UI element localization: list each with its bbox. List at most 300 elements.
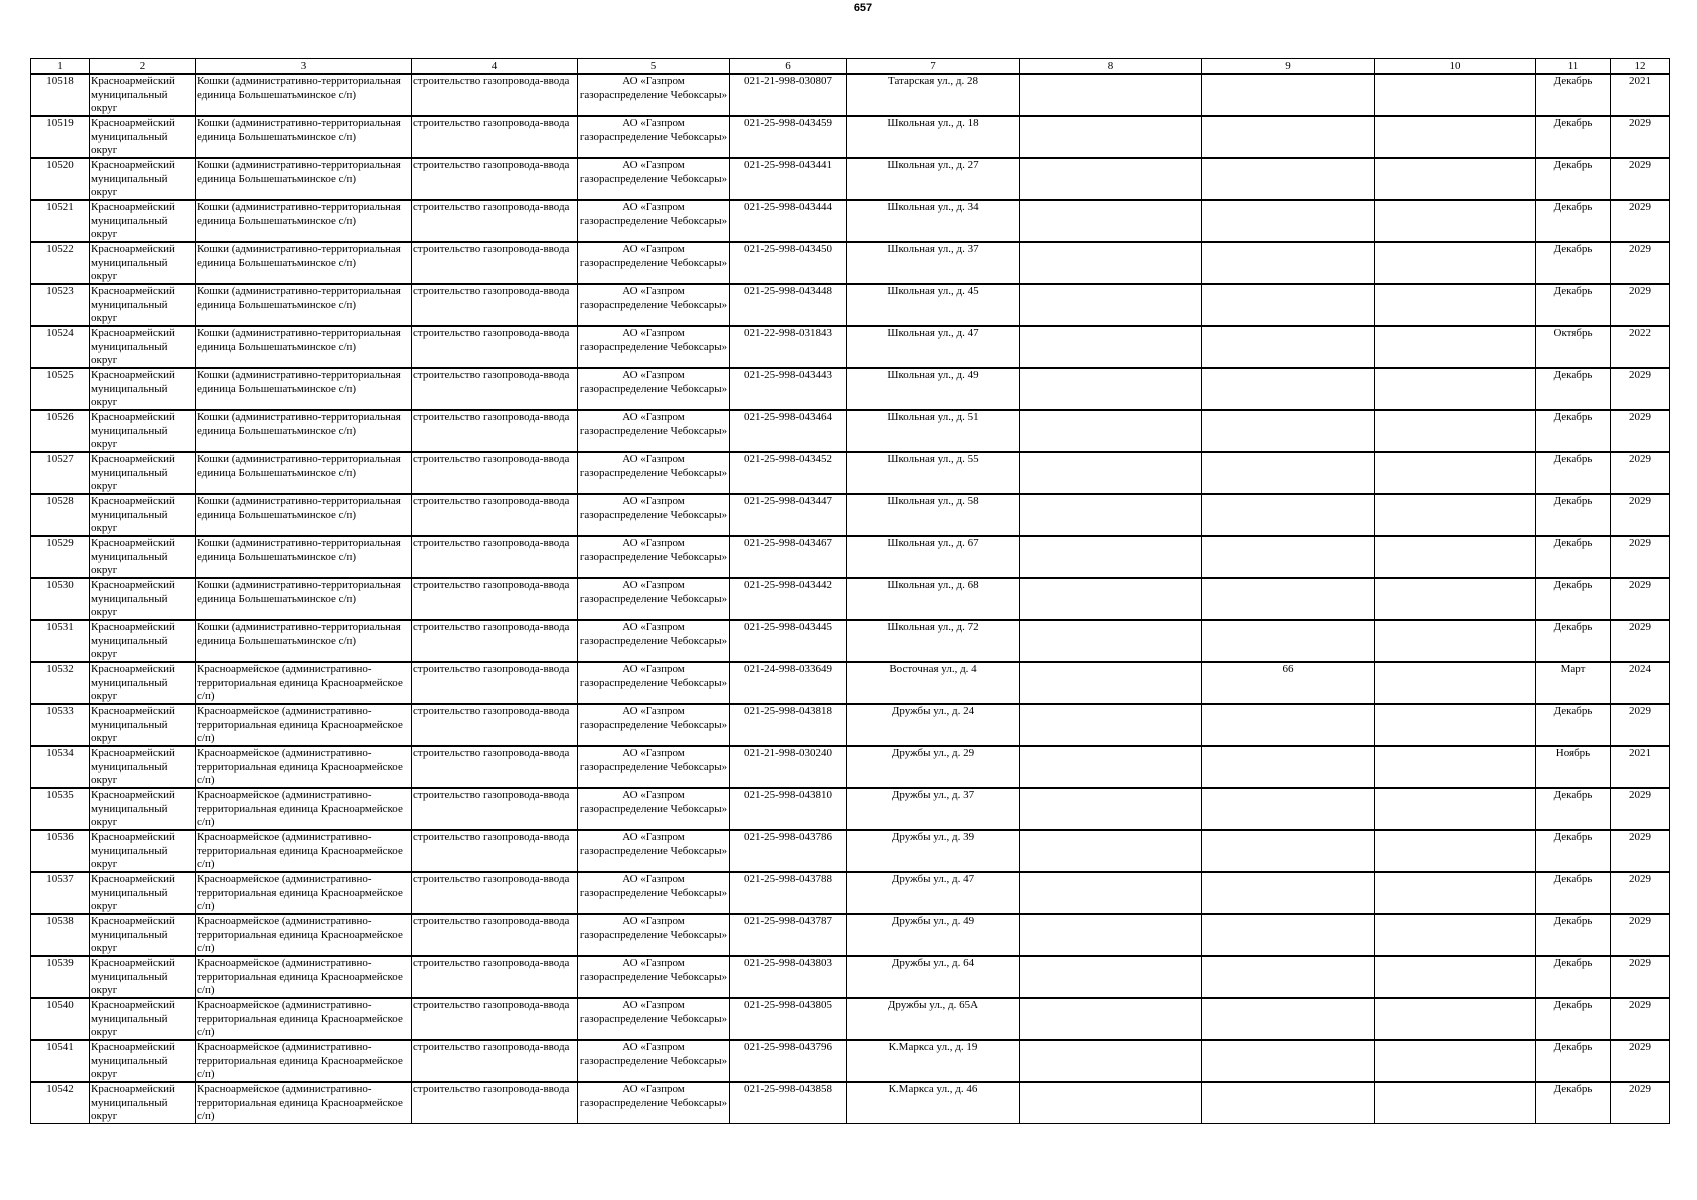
cell-text: Декабрь	[1553, 537, 1593, 549]
cell-text: Дружбы ул., д. 65А	[887, 999, 979, 1011]
cell-address	[847, 578, 1020, 620]
cell-month	[1536, 536, 1611, 578]
cell-month	[1536, 662, 1611, 704]
cell-col-8	[1020, 536, 1202, 578]
cell-year	[1611, 158, 1670, 200]
cell-col-9	[1202, 998, 1375, 1040]
table-row	[31, 830, 1670, 872]
cell-text: Дружбы ул., д. 47	[891, 873, 975, 885]
cell-text: Красноармейский муниципальный округ	[91, 327, 175, 366]
cell-organization	[578, 494, 730, 536]
table-row	[31, 326, 1670, 368]
cell-text: Декабрь	[1553, 1083, 1593, 1095]
cell-text: 021-25-998-043796	[744, 1041, 832, 1053]
cell-organization	[578, 368, 730, 410]
cell-year	[1611, 74, 1670, 116]
cell-col-9	[1202, 1040, 1375, 1082]
cell-district	[90, 872, 196, 914]
cell-settlement	[196, 452, 412, 494]
cell-settlement	[196, 200, 412, 242]
cell-district	[90, 914, 196, 956]
cell-text: Красноармейский муниципальный округ	[91, 75, 175, 114]
cell-text	[1021, 747, 1200, 787]
cell-text: 10536	[46, 831, 74, 843]
cell-text: 021-25-998-043445	[744, 621, 832, 633]
cell-text: Дружбы ул., д. 37	[891, 789, 975, 801]
cell-text	[1376, 747, 1534, 787]
cell-text	[1021, 831, 1200, 871]
cell-year	[1611, 830, 1670, 872]
cell-district	[90, 410, 196, 452]
cell-settlement	[196, 872, 412, 914]
cell-text	[1376, 663, 1534, 703]
cell-address	[847, 956, 1020, 998]
cell-text: строительство газопровода-ввода	[413, 747, 570, 759]
cell-work-type	[412, 704, 578, 746]
cell-text: 2029	[1629, 201, 1651, 213]
cell-col-10	[1375, 452, 1536, 494]
cell-year	[1611, 452, 1670, 494]
cell-text: 66	[1282, 663, 1294, 675]
cell-address	[847, 788, 1020, 830]
page-number: 657	[853, 2, 873, 14]
cell-col-10	[1375, 830, 1536, 872]
cell-text: Красноармейский муниципальный округ	[91, 915, 175, 954]
cell-text	[1021, 495, 1200, 535]
cell-address	[847, 914, 1020, 956]
column-header-2: 2	[90, 59, 196, 75]
cell-row-number	[31, 242, 90, 284]
table-row	[31, 1082, 1670, 1124]
cell-text: 021-21-998-030807	[744, 75, 832, 87]
cell-text: Школьная ул., д. 72	[887, 621, 979, 633]
cell-text	[1203, 1041, 1373, 1081]
cell-year	[1611, 872, 1670, 914]
cell-text: 021-25-998-043858	[744, 1083, 832, 1095]
cell-col-9	[1202, 452, 1375, 494]
cell-settlement	[196, 1082, 412, 1124]
cell-text: АО «Газпром газораспределение Чебоксары»	[579, 579, 728, 605]
cell-text: 10535	[46, 789, 74, 801]
cell-text: Красноармейское (административно-территориальная единица Красноармейское с/п)	[197, 873, 403, 912]
cell-text: 2029	[1629, 411, 1651, 423]
cell-row-number	[31, 452, 90, 494]
cell-text: 2021	[1629, 747, 1651, 759]
cell-row-number	[31, 872, 90, 914]
cell-settlement	[196, 158, 412, 200]
cell-text	[1203, 789, 1373, 829]
cell-text: АО «Газпром газораспределение Чебоксары»	[579, 411, 728, 437]
cell-settlement	[196, 284, 412, 326]
cell-settlement	[196, 914, 412, 956]
cell-col-10	[1375, 914, 1536, 956]
cell-month	[1536, 704, 1611, 746]
cell-text: строительство газопровода-ввода	[413, 327, 570, 339]
cell-text: 021-25-998-043447	[744, 495, 832, 507]
cell-text: 2029	[1629, 117, 1651, 129]
cell-text	[1021, 957, 1200, 997]
cell-text: Кошки (административно-территориальная единица Большешатьминское с/п)	[197, 327, 401, 353]
cell-text: Ноябрь	[1555, 747, 1591, 759]
cell-col-9	[1202, 704, 1375, 746]
cell-work-type	[412, 1040, 578, 1082]
cell-address	[847, 620, 1020, 662]
cell-work-type	[412, 242, 578, 284]
cell-settlement	[196, 368, 412, 410]
cell-row-number	[31, 956, 90, 998]
cell-object-code	[730, 494, 847, 536]
cell-text: 2021	[1629, 75, 1651, 87]
cell-text	[1203, 201, 1373, 241]
cell-work-type	[412, 158, 578, 200]
cell-address	[847, 284, 1020, 326]
cell-text: 021-22-998-031843	[744, 327, 832, 339]
cell-col-8	[1020, 158, 1202, 200]
cell-text: Красноармейский муниципальный округ	[91, 789, 175, 828]
cell-text: 021-25-998-043443	[744, 369, 832, 381]
cell-object-code	[730, 284, 847, 326]
table-row	[31, 452, 1670, 494]
cell-text	[1376, 957, 1534, 997]
cell-text: Декабрь	[1553, 789, 1593, 801]
cell-text	[1376, 789, 1534, 829]
cell-text: Декабрь	[1553, 831, 1593, 843]
cell-text: Красноармейский муниципальный округ	[91, 957, 175, 996]
cell-work-type	[412, 410, 578, 452]
cell-text: 10520	[46, 159, 74, 171]
cell-text: Декабрь	[1553, 873, 1593, 885]
cell-settlement	[196, 494, 412, 536]
cell-text: Школьная ул., д. 67	[887, 537, 979, 549]
cell-row-number	[31, 746, 90, 788]
cell-text	[1376, 537, 1534, 577]
cell-text: 10521	[46, 201, 74, 213]
cell-col-10	[1375, 536, 1536, 578]
cell-col-10	[1375, 620, 1536, 662]
cell-col-9	[1202, 956, 1375, 998]
cell-object-code	[730, 704, 847, 746]
cell-col-9	[1202, 620, 1375, 662]
cell-text: Красноармейский муниципальный округ	[91, 117, 175, 156]
cell-col-8	[1020, 1082, 1202, 1124]
cell-text: АО «Газпром газораспределение Чебоксары»	[579, 75, 728, 101]
cell-text: 021-25-998-043805	[744, 999, 832, 1011]
cell-text: Красноармейское (административно-территориальная единица Красноармейское с/п)	[197, 999, 403, 1038]
cell-text: Красноармейский муниципальный округ	[91, 495, 175, 534]
cell-text	[1021, 873, 1200, 913]
cell-organization	[578, 746, 730, 788]
cell-text	[1376, 705, 1534, 745]
cell-text	[1021, 705, 1200, 745]
cell-text: Декабрь	[1553, 411, 1593, 423]
cell-text: 10530	[46, 579, 74, 591]
cell-address	[847, 200, 1020, 242]
table-row	[31, 116, 1670, 158]
cell-text: Кошки (административно-территориальная единица Большешатьминское с/п)	[197, 159, 401, 185]
cell-address	[847, 242, 1020, 284]
cell-organization	[578, 326, 730, 368]
cell-text: Красноармейский муниципальный округ	[91, 1041, 175, 1080]
cell-address	[847, 830, 1020, 872]
cell-settlement	[196, 116, 412, 158]
cell-col-9	[1202, 74, 1375, 116]
cell-year	[1611, 116, 1670, 158]
cell-text: 2029	[1629, 999, 1651, 1011]
cell-text: Красноармейский муниципальный округ	[91, 579, 175, 618]
cell-text	[1376, 453, 1534, 493]
table-row	[31, 704, 1670, 746]
cell-year	[1611, 704, 1670, 746]
column-header-6: 6	[730, 59, 847, 75]
cell-district	[90, 368, 196, 410]
cell-text: 10524	[46, 327, 74, 339]
column-header-3: 3	[196, 59, 412, 75]
cell-text	[1203, 999, 1373, 1039]
cell-col-8	[1020, 704, 1202, 746]
cell-text: 2029	[1629, 243, 1651, 255]
cell-text: Декабрь	[1553, 915, 1593, 927]
cell-month	[1536, 242, 1611, 284]
table-row	[31, 200, 1670, 242]
cell-col-8	[1020, 998, 1202, 1040]
cell-text: АО «Газпром газораспределение Чебоксары»	[579, 831, 728, 857]
cell-object-code	[730, 368, 847, 410]
cell-settlement	[196, 620, 412, 662]
cell-col-10	[1375, 578, 1536, 620]
cell-text: Красноармейское (административно-территориальная единица Красноармейское с/п)	[197, 789, 403, 828]
cell-object-code	[730, 1082, 847, 1124]
cell-text: 10534	[46, 747, 74, 759]
cell-text: Школьная ул., д. 68	[887, 579, 979, 591]
cell-text: Красноармейский муниципальный округ	[91, 537, 175, 576]
cell-year	[1611, 536, 1670, 578]
cell-col-10	[1375, 1082, 1536, 1124]
cell-text: Кошки (административно-территориальная единица Большешатьминское с/п)	[197, 243, 401, 269]
cell-object-code	[730, 410, 847, 452]
cell-text: Красноармейский муниципальный округ	[91, 705, 175, 744]
header-row	[31, 59, 1670, 75]
gasification-table	[30, 58, 1670, 1124]
cell-text: 10538	[46, 915, 74, 927]
cell-work-type	[412, 578, 578, 620]
cell-district	[90, 242, 196, 284]
cell-col-10	[1375, 872, 1536, 914]
cell-text	[1203, 453, 1373, 493]
cell-text: строительство газопровода-ввода	[413, 243, 570, 255]
cell-row-number	[31, 74, 90, 116]
cell-text	[1376, 621, 1534, 661]
cell-text	[1376, 1041, 1534, 1081]
cell-district	[90, 998, 196, 1040]
table-body	[31, 74, 1670, 1124]
table-row	[31, 998, 1670, 1040]
cell-text	[1376, 201, 1534, 241]
cell-text: Декабрь	[1553, 495, 1593, 507]
cell-text: Красноармейский муниципальный округ	[91, 453, 175, 492]
table-row	[31, 242, 1670, 284]
cell-text: Кошки (административно-территориальная единица Большешатьминское с/п)	[197, 453, 401, 479]
cell-text	[1021, 999, 1200, 1039]
cell-text: Школьная ул., д. 55	[887, 453, 979, 465]
cell-work-type	[412, 620, 578, 662]
cell-district	[90, 620, 196, 662]
cell-col-9	[1202, 410, 1375, 452]
cell-work-type	[412, 200, 578, 242]
cell-text: АО «Газпром газораспределение Чебоксары»	[579, 243, 728, 269]
cell-text: Кошки (административно-территориальная единица Большешатьминское с/п)	[197, 201, 401, 227]
cell-month	[1536, 956, 1611, 998]
cell-row-number	[31, 410, 90, 452]
cell-text: Кошки (административно-территориальная единица Большешатьминское с/п)	[197, 537, 401, 563]
cell-text: Декабрь	[1553, 117, 1593, 129]
cell-organization	[578, 242, 730, 284]
cell-year	[1611, 284, 1670, 326]
cell-text: строительство газопровода-ввода	[413, 621, 570, 633]
cell-month	[1536, 158, 1611, 200]
cell-text: строительство газопровода-ввода	[413, 957, 570, 969]
cell-text: Декабрь	[1553, 243, 1593, 255]
cell-col-8	[1020, 872, 1202, 914]
cell-text: Декабрь	[1553, 579, 1593, 591]
cell-work-type	[412, 914, 578, 956]
cell-col-8	[1020, 788, 1202, 830]
cell-work-type	[412, 368, 578, 410]
cell-row-number	[31, 368, 90, 410]
cell-object-code	[730, 788, 847, 830]
cell-work-type	[412, 284, 578, 326]
cell-month	[1536, 1082, 1611, 1124]
cell-text: строительство газопровода-ввода	[413, 789, 570, 801]
cell-address	[847, 368, 1020, 410]
cell-text	[1376, 831, 1534, 871]
cell-text	[1376, 369, 1534, 409]
cell-text: 021-25-998-043787	[744, 915, 832, 927]
cell-text: 2029	[1629, 1083, 1651, 1095]
column-header-10: 10	[1375, 59, 1536, 75]
cell-text: 021-25-998-043786	[744, 831, 832, 843]
cell-work-type	[412, 452, 578, 494]
cell-col-10	[1375, 494, 1536, 536]
cell-text: 10542	[46, 1083, 74, 1095]
cell-month	[1536, 914, 1611, 956]
cell-text: Красноармейский муниципальный округ	[91, 873, 175, 912]
cell-text	[1021, 789, 1200, 829]
cell-text: АО «Газпром газораспределение Чебоксары»	[579, 1083, 728, 1109]
cell-text: строительство газопровода-ввода	[413, 369, 570, 381]
cell-row-number	[31, 200, 90, 242]
cell-text: 10525	[46, 369, 74, 381]
table-row	[31, 1040, 1670, 1082]
cell-text: 10527	[46, 453, 74, 465]
cell-text	[1021, 915, 1200, 955]
cell-address	[847, 494, 1020, 536]
cell-organization	[578, 956, 730, 998]
cell-settlement	[196, 704, 412, 746]
cell-text: 10533	[46, 705, 74, 717]
cell-text: строительство газопровода-ввода	[413, 1083, 570, 1095]
cell-address	[847, 998, 1020, 1040]
cell-text	[1203, 495, 1373, 535]
cell-object-code	[730, 158, 847, 200]
cell-organization	[578, 1082, 730, 1124]
column-header-4: 4	[412, 59, 578, 75]
cell-col-9	[1202, 494, 1375, 536]
table-row	[31, 788, 1670, 830]
cell-col-10	[1375, 410, 1536, 452]
cell-text: АО «Газпром газораспределение Чебоксары»	[579, 663, 728, 689]
cell-text	[1021, 285, 1200, 325]
cell-col-8	[1020, 284, 1202, 326]
column-header-5: 5	[578, 59, 730, 75]
cell-address	[847, 74, 1020, 116]
cell-text: 10529	[46, 537, 74, 549]
cell-col-8	[1020, 200, 1202, 242]
cell-text: АО «Газпром газораспределение Чебоксары»	[579, 537, 728, 563]
cell-work-type	[412, 536, 578, 578]
cell-text: строительство газопровода-ввода	[413, 453, 570, 465]
cell-text	[1376, 285, 1534, 325]
cell-text: 10539	[46, 957, 74, 969]
cell-settlement	[196, 746, 412, 788]
table-row	[31, 872, 1670, 914]
cell-text: Красноармейский муниципальный округ	[91, 285, 175, 324]
cell-col-8	[1020, 830, 1202, 872]
cell-col-8	[1020, 662, 1202, 704]
cell-text: 10518	[46, 75, 74, 87]
cell-year	[1611, 368, 1670, 410]
cell-organization	[578, 914, 730, 956]
cell-district	[90, 1082, 196, 1124]
cell-year	[1611, 1040, 1670, 1082]
cell-text: 2029	[1629, 957, 1651, 969]
cell-month	[1536, 494, 1611, 536]
table-row	[31, 410, 1670, 452]
cell-text: 10531	[46, 621, 74, 633]
cell-text: 2024	[1629, 663, 1651, 675]
table-row	[31, 956, 1670, 998]
cell-district	[90, 158, 196, 200]
cell-month	[1536, 620, 1611, 662]
cell-text: 10532	[46, 663, 74, 675]
cell-text: Декабрь	[1553, 621, 1593, 633]
cell-text: 021-25-998-043452	[744, 453, 832, 465]
cell-district	[90, 200, 196, 242]
cell-address	[847, 116, 1020, 158]
cell-month	[1536, 788, 1611, 830]
cell-text: строительство газопровода-ввода	[413, 873, 570, 885]
cell-year	[1611, 200, 1670, 242]
cell-col-9	[1202, 1082, 1375, 1124]
cell-text	[1203, 831, 1373, 871]
cell-month	[1536, 116, 1611, 158]
cell-col-9	[1202, 200, 1375, 242]
cell-col-8	[1020, 914, 1202, 956]
cell-text: Кошки (административно-территориальная единица Большешатьминское с/п)	[197, 285, 401, 311]
cell-year	[1611, 662, 1670, 704]
table-row	[31, 662, 1670, 704]
cell-text: строительство газопровода-ввода	[413, 285, 570, 297]
cell-text: АО «Газпром газораспределение Чебоксары»	[579, 705, 728, 731]
cell-col-8	[1020, 494, 1202, 536]
cell-text: Декабрь	[1553, 201, 1593, 213]
cell-text: строительство газопровода-ввода	[413, 663, 570, 675]
cell-address	[847, 1082, 1020, 1124]
cell-year	[1611, 620, 1670, 662]
cell-year	[1611, 1082, 1670, 1124]
cell-text: Красноармейский муниципальный округ	[91, 1083, 175, 1122]
cell-year	[1611, 746, 1670, 788]
cell-settlement	[196, 1040, 412, 1082]
